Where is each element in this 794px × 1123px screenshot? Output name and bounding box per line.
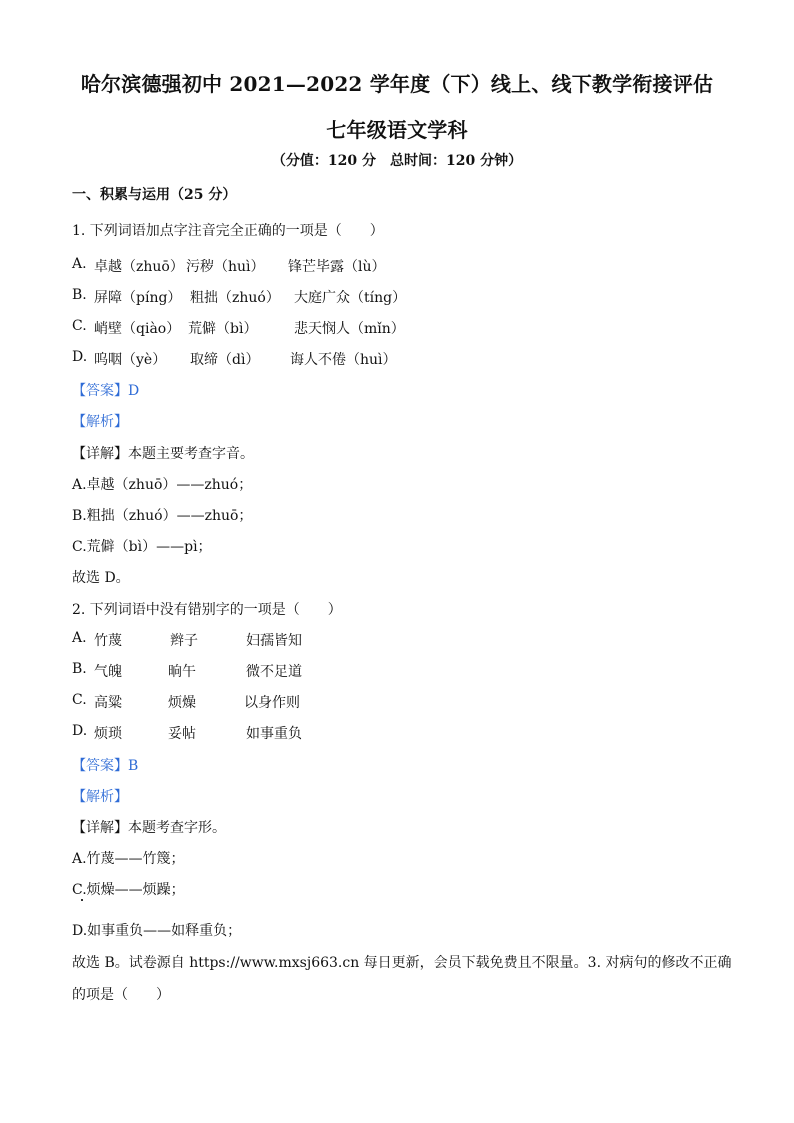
option-letter: A. bbox=[72, 630, 87, 646]
option-word-3: 锋芒毕露（lù） bbox=[288, 259, 386, 275]
explanation-line: D.如事重负——如释重负； bbox=[72, 923, 242, 939]
option-word-1: 屏障（píng） bbox=[94, 290, 182, 306]
option-word-2: 晌午 bbox=[168, 664, 196, 680]
option-word-2: 粗拙（zhuó） bbox=[190, 290, 280, 306]
option-letter: D. bbox=[72, 723, 88, 739]
answer-label: 【答案】D bbox=[72, 383, 140, 399]
detail-text: 【详解】本题考查字形。 bbox=[72, 820, 226, 836]
analysis-label: 【解析】 bbox=[72, 789, 128, 805]
option-word-3: 如事重负 bbox=[246, 726, 302, 742]
option-letter: A. bbox=[72, 256, 87, 272]
option-word-1: 呜咽（yè） bbox=[94, 352, 167, 368]
stray-dot bbox=[81, 899, 83, 901]
explanation-line: C.荒僻（bì）——pì； bbox=[72, 539, 212, 555]
option-word-3: 妇孺皆知 bbox=[246, 633, 302, 649]
score-time-info: （分值：120 分 总时间：120 分钟） bbox=[271, 153, 523, 169]
conclusion-line: 故选 B。试卷源自 https://www.mxsj663.cn 每日更新，会员下载免费且不限量。3. 对病句的修改不正确 bbox=[72, 955, 732, 971]
option-word-1: 气魄 bbox=[94, 664, 122, 680]
explanation-line: A.竹蔑——竹篾； bbox=[72, 851, 185, 867]
option-letter: B. bbox=[72, 287, 87, 303]
detail-text: 【详解】本题主要考查字音。 bbox=[72, 446, 254, 462]
answer-label: 【答案】B bbox=[72, 758, 139, 774]
section-heading: 一、积累与运用（25 分） bbox=[72, 187, 237, 203]
option-word-2: 妥帖 bbox=[168, 726, 196, 742]
option-word-3: 以身作则 bbox=[244, 695, 300, 711]
explanation-line: A.卓越（zhuō）——zhuó； bbox=[72, 477, 253, 493]
analysis-label: 【解析】 bbox=[72, 414, 128, 430]
option-word-2: 荒僻（bì） bbox=[188, 321, 258, 337]
option-word-1: 高粱 bbox=[94, 695, 122, 711]
document-title: 哈尔滨德强初中 2021—2022 学年度（下）线上、线下教学衔接评估 bbox=[80, 72, 714, 96]
question-1-stem: 1. 下列词语加点字注音完全正确的一项是（ ） bbox=[72, 223, 384, 239]
option-word-3: 微不足道 bbox=[246, 664, 302, 680]
option-letter: D. bbox=[72, 349, 88, 365]
option-word-2: 取缔（dì） bbox=[190, 352, 260, 368]
option-word-2: 污秽（huì） bbox=[186, 259, 265, 275]
option-letter: C. bbox=[72, 692, 87, 708]
question-3-stem-continued: 的项是（ ） bbox=[72, 987, 170, 1003]
document-subtitle: 七年级语文学科 bbox=[326, 118, 468, 142]
option-word-2: 辫子 bbox=[170, 633, 198, 649]
option-letter: B. bbox=[72, 661, 87, 677]
option-letter: C. bbox=[72, 318, 87, 334]
option-word-2: 烦燥 bbox=[168, 695, 196, 711]
explanation-line: B.粗拙（zhuó）——zhuō； bbox=[72, 508, 253, 524]
option-word-1: 卓越（zhuō） bbox=[94, 259, 184, 275]
option-word-3: 悲天悯人（mǐn） bbox=[294, 321, 405, 337]
explanation-line: C.烦燥——烦躁； bbox=[72, 882, 185, 898]
option-word-1: 竹蔑 bbox=[94, 633, 122, 649]
option-word-3: 大庭广众（tíng） bbox=[294, 290, 407, 306]
option-word-3: 诲人不倦（huì） bbox=[290, 352, 397, 368]
question-2-stem: 2. 下列词语中没有错别字的一项是（ ） bbox=[72, 602, 342, 618]
conclusion-line: 故选 D。 bbox=[72, 570, 130, 586]
option-word-1: 峭壁（qiào） bbox=[94, 321, 181, 337]
option-word-1: 烦琐 bbox=[94, 726, 122, 742]
